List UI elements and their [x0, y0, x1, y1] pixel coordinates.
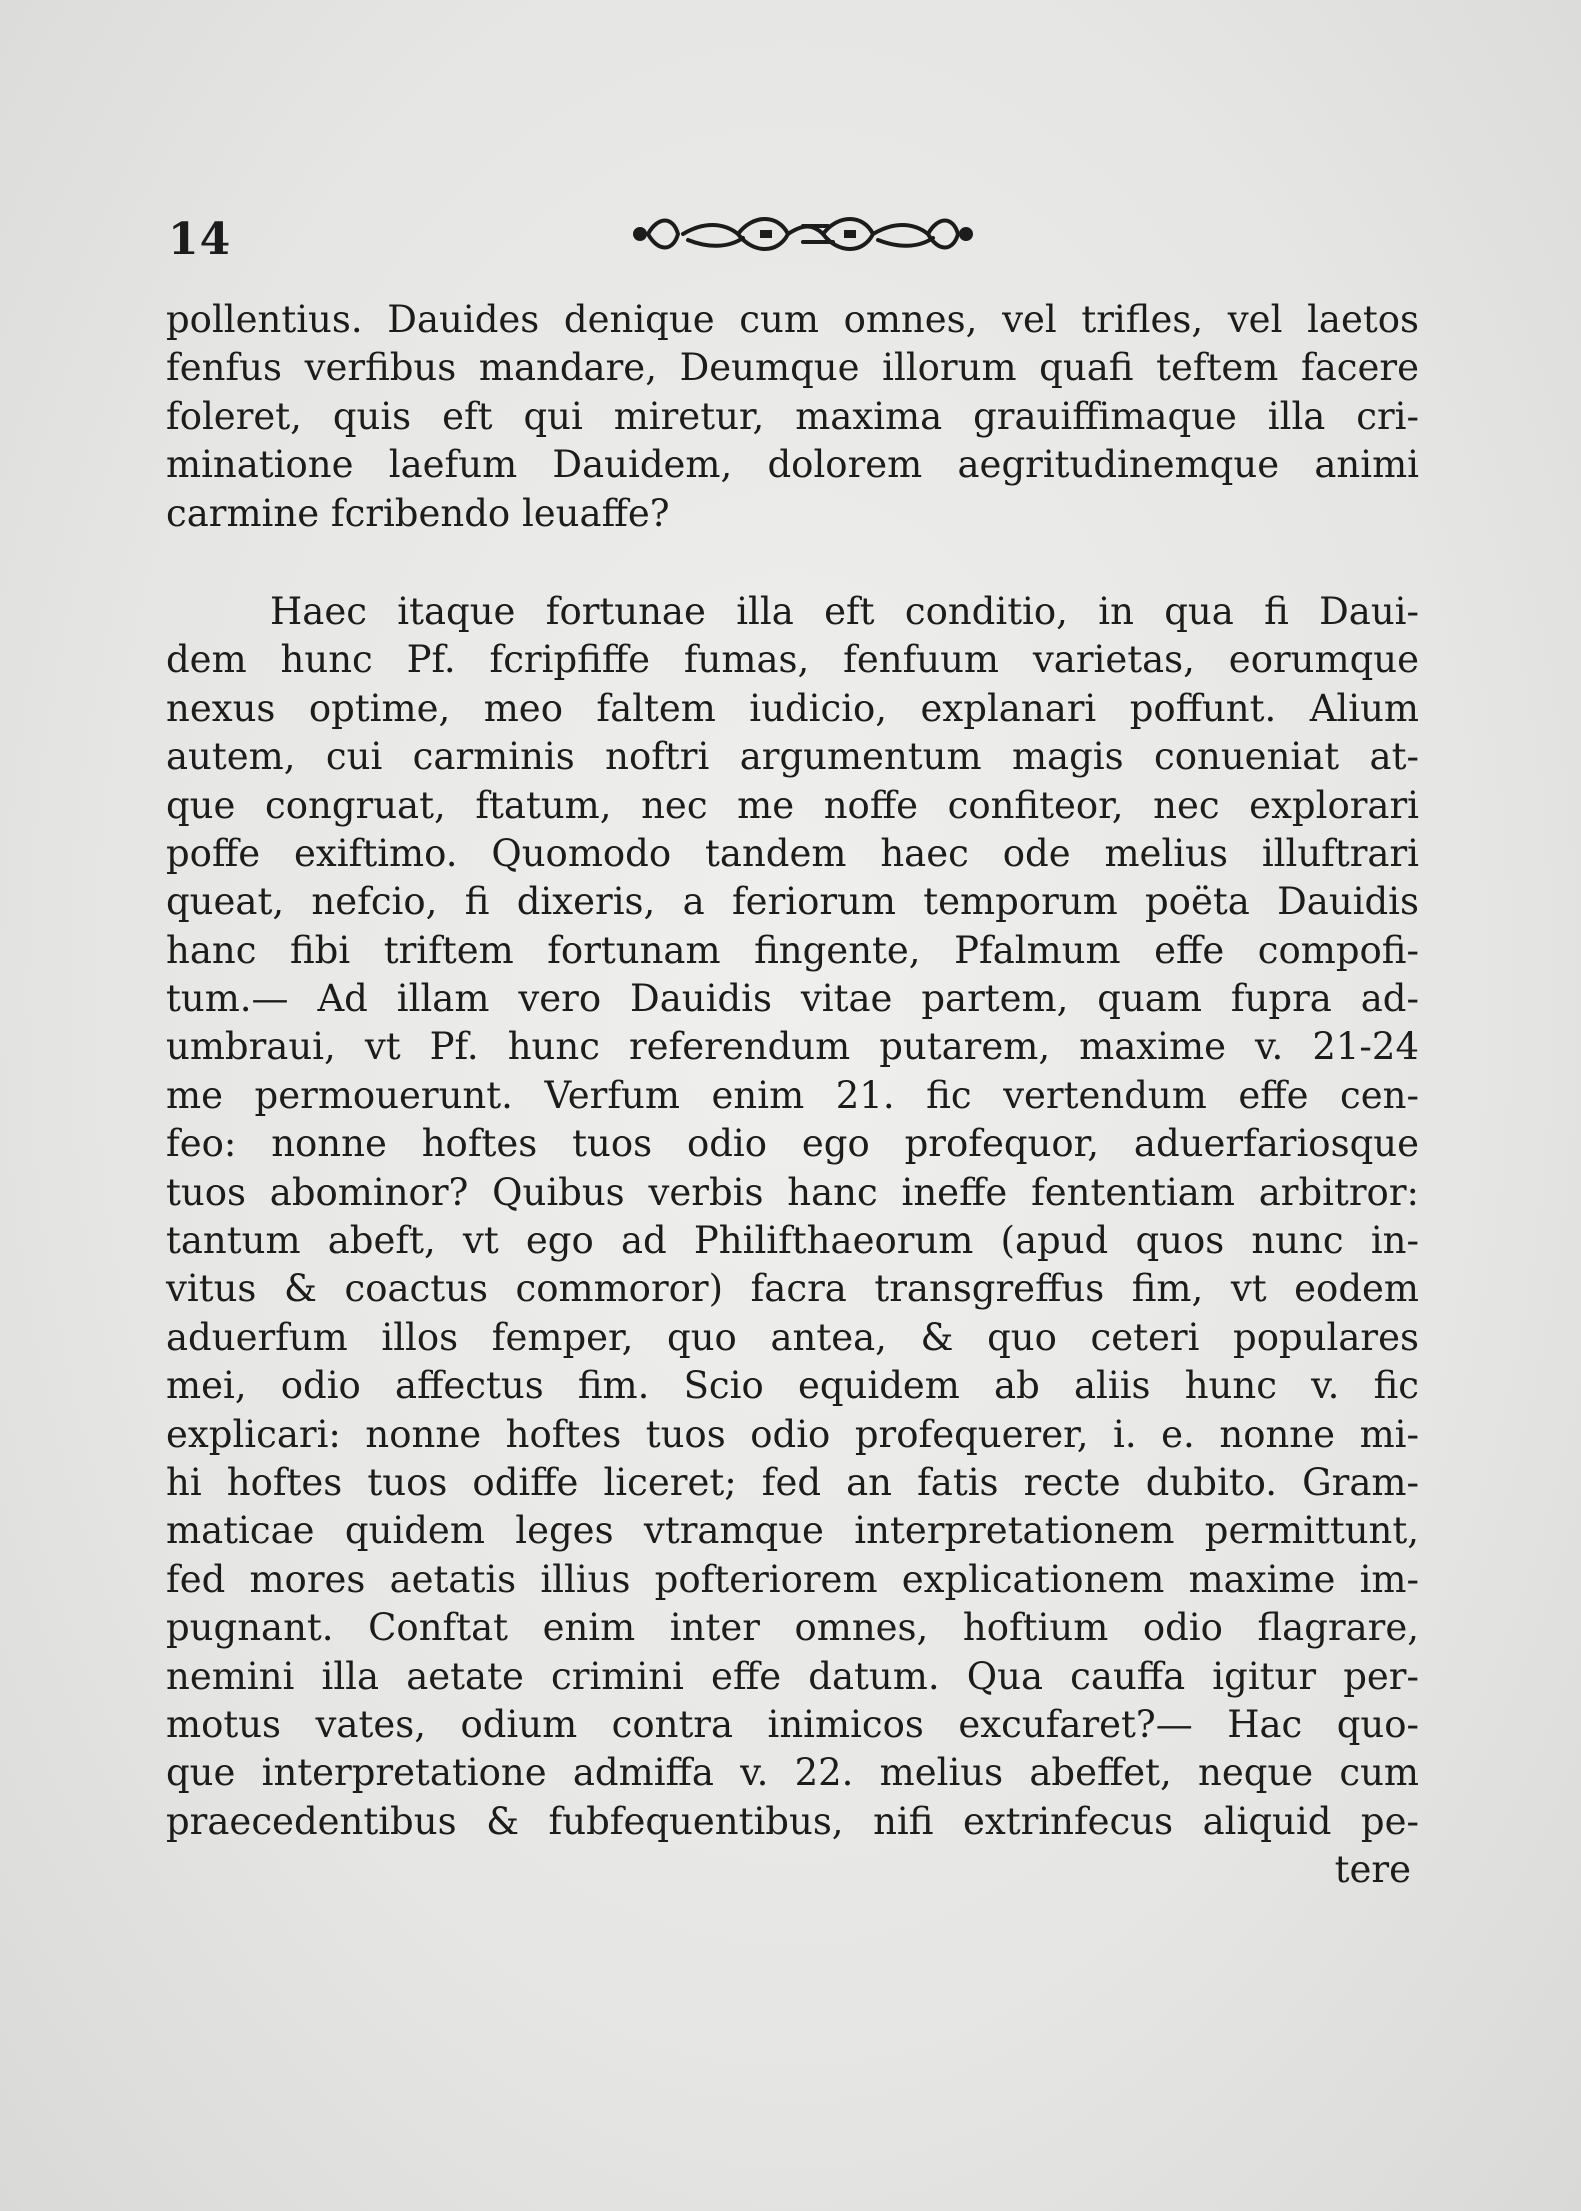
text-line: autem, cui carminis noftri argumentum magis conueniat at-: [166, 735, 1419, 779]
text-line: motus vates, odium contra inimicos excufaret?— Hac quo-: [166, 1702, 1419, 1746]
text-line: me permouerunt. Verfum enim 21. fic vertendum effe cen-: [166, 1073, 1419, 1117]
paragraph-2: [166, 588, 1419, 1846]
text-line: praecedentibus & fubfequentibus, nifi extrinfecus aliquid pe-: [166, 1799, 1419, 1843]
text-line: minatione laefum Dauidem, dolorem aegritudinemque animi: [166, 443, 1419, 487]
paragraph-gap: [166, 538, 1419, 588]
text-line: foleret, quis eft qui miretur, maxima grauiffimaque illa cri-: [166, 394, 1419, 438]
text-line: pugnant. Conftat enim inter omnes, hoftium odio flagrare,: [166, 1606, 1419, 1650]
text-line: explicari: nonne hoftes tuos odio profequerer, i. e. nonne mi-: [166, 1412, 1419, 1456]
text-line: fed mores aetatis illius pofteriorem explicationem maxime im-: [166, 1557, 1419, 1601]
text-line: fenfus verfibus mandare, Deumque illorum quafi teftem facere: [166, 346, 1419, 390]
text-line: vitus & coactus commoror) facra transgreffus fim, vt eodem: [166, 1267, 1419, 1311]
text-line: hi hoftes tuos odiffe liceret; fed an fatis recte dubito. Gram-: [166, 1460, 1419, 1504]
ornament-icon: [628, 204, 978, 264]
page-number: 14: [168, 214, 232, 265]
text-line: hanc fibi triftem fortunam fingente, Pfalmum effe compofi-: [166, 928, 1419, 972]
text-line: queat, nefcio, fi dixeris, a feriorum temporum poëta Dauidis: [166, 880, 1419, 924]
text-line: aduerfum illos femper, quo antea, & quo ceteri populares: [166, 1315, 1419, 1359]
text-line: carmine fcribendo leuaffe?: [166, 491, 670, 535]
text-line: mei, odio affectus fim. Scio equidem ab aliis hunc v. fic: [166, 1364, 1419, 1408]
text-line: que congruat, ftatum, nec me noffe confiteor, nec explorari: [166, 783, 1419, 827]
text-line: Haec itaque fortunae illa eft conditio, in qua fi Daui-: [270, 589, 1419, 633]
text-line: pollentius. Dauides denique cum omnes, vel trifles, vel laetos: [166, 298, 1419, 341]
text-line: dem hunc Pf. fcripfiffe fumas, fenfuum varietas, eorumque: [166, 638, 1419, 682]
text-line: feo: nonne hoftes tuos odio ego profequor, aduerfariosque: [166, 1122, 1419, 1166]
text-line: que interpretatione admiffa v. 22. melius abeffet, neque cum: [166, 1751, 1419, 1795]
text-line: tum.— Ad illam vero Dauidis vitae partem, quam fupra ad-: [166, 977, 1419, 1021]
catchword: tere: [1334, 1848, 1411, 1892]
text-line: poffe exiftimo. Quomodo tandem haec ode melius illuftrari: [166, 831, 1419, 875]
text-line: tantum abeft, vt ego ad Philifthaeorum (apud quos nunc in-: [166, 1219, 1419, 1263]
text-line: nexus optime, meo faltem iudicio, explanari poffunt. Alium: [166, 686, 1419, 730]
paragraph-1: [166, 296, 1419, 538]
text-line: maticae quidem leges vtramque interpretationem permittunt,: [166, 1509, 1419, 1553]
text-line: nemini illa aetate crimini effe datum. Qua cauffa igitur per-: [166, 1654, 1419, 1698]
body-text: [166, 296, 1419, 1895]
text-line: tuos abominor? Quibus verbis hanc ineffe fententiam arbitror:: [166, 1170, 1419, 1214]
text-line: umbraui, vt Pf. hunc referendum putarem, maxime v. 21-24: [166, 1025, 1419, 1069]
